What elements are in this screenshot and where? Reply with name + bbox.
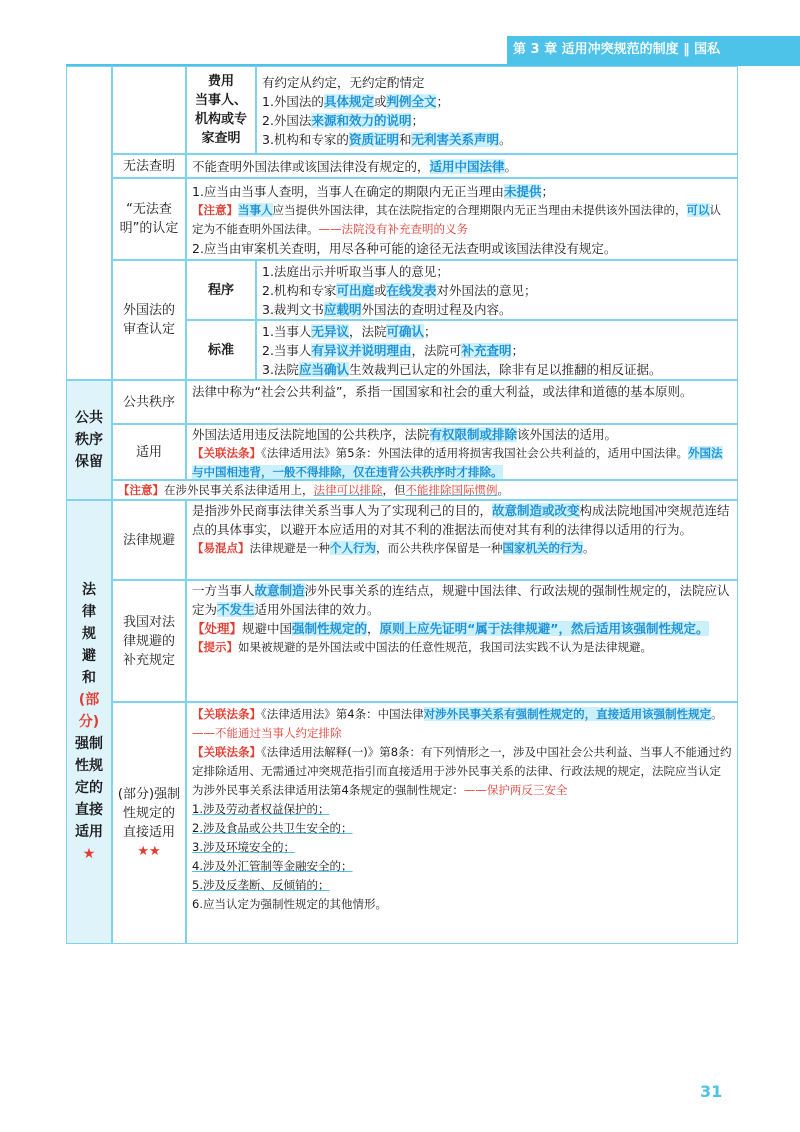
highlight: 个人行为 (330, 541, 376, 555)
note (192, 201, 732, 239)
procedure-content (256, 260, 738, 320)
note-tag: 【关联法条】 (192, 745, 261, 759)
public-order-note (112, 480, 738, 500)
text: 涉外民事关系的连结点，规避中国法律、行政法规的强制性规定的，法院应认定为 (192, 583, 730, 617)
highlight: 可确认 (386, 324, 424, 339)
text: 3.裁判文书 (262, 302, 324, 317)
highlight: 应当确认 (298, 362, 349, 377)
mandatory-label (112, 702, 186, 944)
text: 2.当事人 (262, 343, 312, 358)
highlight: 未提供 (503, 184, 542, 199)
star-icon: ★ (82, 846, 96, 862)
note-tag: 【注意】 (192, 203, 238, 217)
highlight: 原则上应先证明“属于法律规避”，然后适用该强制性规定。 (379, 621, 709, 636)
highlight: 应载明 (323, 302, 362, 317)
highlight: 具体规定 (323, 94, 374, 109)
evasion-content (186, 500, 738, 580)
text: ； (541, 184, 554, 199)
text: ； (411, 113, 424, 128)
list-item: 2.涉及食品或公共卫生安全的； (192, 821, 353, 835)
fee-label-line: 家查明 (201, 131, 241, 146)
text: 在涉外民事关系法律适用上， (164, 483, 314, 497)
line (192, 501, 732, 539)
text: 法律规避是一种 (249, 541, 330, 555)
highlight: 无异议 (311, 324, 349, 339)
label-text: (部分)强制性规定的直接适用 (117, 787, 181, 840)
text: 。 (498, 132, 512, 147)
section-evasion (66, 500, 112, 944)
line (192, 743, 732, 800)
unable-label: 无法查明 (112, 154, 186, 178)
text: 1.当事人 (262, 324, 312, 339)
cannot-find-label: “无法查明”的认定 (112, 178, 186, 260)
text: 1.外国法的 (262, 94, 324, 109)
line (262, 360, 732, 379)
public-order-label: 公共秩序 (112, 380, 186, 424)
red-underline: 不能排除国际惯例 (405, 483, 498, 497)
text: 。 (711, 707, 723, 721)
page-number: 31 (700, 1082, 723, 1101)
highlight: 来源和效力的说明 (311, 113, 412, 128)
text: 认定为不能查明外国法律。 (192, 203, 721, 236)
note-tag: 【易混点】 (192, 541, 250, 555)
text: 外国法的查明过程及内容。 (361, 302, 512, 317)
line (262, 341, 732, 360)
note-tag: 【关联法条】 (192, 446, 261, 460)
highlight: 故意制造或改变 (492, 503, 580, 518)
highlight: 有异议并说明理由 (311, 343, 412, 358)
text: 《法律适用法》第4条：中国法律 (261, 707, 424, 721)
highlight: 故意制造 (254, 583, 305, 598)
note-tag: 【处理】 (192, 621, 243, 636)
text: 2.机构和专家 (262, 283, 337, 298)
text: ； (511, 343, 524, 358)
text: 1.应当由当事人查明，当事人在确定的期限内无正当理由 (192, 184, 504, 199)
text: 或 (373, 94, 387, 109)
fee-label-line: 机构或专 (194, 112, 247, 127)
note-tag: 【提示】 (192, 640, 238, 654)
text: 。 (583, 541, 595, 555)
text: 规避中国 (242, 621, 293, 636)
highlight: 有权限制或排除 (429, 427, 518, 442)
red-note: ——法院没有补充查明的义务 (318, 222, 468, 236)
mandatory-content (186, 702, 738, 944)
section-text: 强制性规定的直接适用 (75, 736, 103, 840)
section-text-red: (部分) (78, 692, 100, 730)
text: ， (367, 621, 380, 636)
line: 1.法庭出示并听取当事人的意见； (262, 264, 449, 279)
fee-label (186, 66, 256, 154)
highlight: 补充查明 (461, 343, 512, 358)
standard-content (256, 320, 738, 380)
highlight: 对涉外民事关系有强制性规定的，直接适用该强制性规定 (423, 707, 712, 721)
text: 3.法院 (262, 362, 299, 377)
highlight: 不发生 (217, 602, 255, 617)
fee-spacer (112, 66, 186, 154)
apply-content (186, 424, 738, 480)
text: 2.外国法 (262, 113, 312, 128)
note (192, 539, 732, 558)
note (192, 638, 732, 657)
star-icon: ★★ (137, 844, 161, 859)
procedure-label: 程序 (186, 260, 256, 320)
review-label: 外国法的审查认定 (112, 260, 186, 380)
text: 该外国法的适用。 (517, 427, 618, 442)
line (192, 182, 732, 201)
chapter-header: 第 3 章 适用冲突规范的制度 ‖ 国私 (507, 36, 800, 64)
highlight: 强制性规定的 (292, 621, 368, 636)
line (262, 322, 732, 341)
list-item: 3.涉及环境安全的； (192, 840, 295, 854)
evasion-label: 法律规避 (112, 500, 186, 580)
apply-label: 适用 (112, 424, 186, 480)
highlight: 判例全文 (386, 94, 437, 109)
text: 3.机构和专家的 (262, 132, 349, 147)
text: ，法院 (348, 324, 387, 339)
fee-content (256, 66, 738, 154)
text: 生效裁判已认定的外国法，除非有足以推翻的相反证据。 (348, 362, 662, 377)
highlight: 在线发表 (386, 283, 437, 298)
text: ，但 (382, 483, 406, 497)
highlight: 适用中国法律 (429, 159, 505, 174)
fee-line (262, 130, 732, 149)
text: 或 (373, 283, 387, 298)
list-item: 5.涉及反垄断、反倾销的； (192, 878, 330, 892)
text: 《法律适用法》第5条：外国法律的适用将损害我国社会公共利益的，适用中国法律。 (261, 446, 689, 460)
fee-line: 有约定从约定，无约定酌情定 (262, 75, 425, 90)
text: 是指涉外民商事法律关系当事人为了实现利己的目的， (192, 503, 493, 518)
fee-label-line: 当事人、 (194, 93, 247, 108)
public-order-def: 法律中称为“社会公共利益”，系指一国国家和社会的重大利益，或法律和道德的基本原则。 (186, 380, 738, 424)
text: 对外国法的意见； (436, 283, 537, 298)
text: 一方当事人 (192, 583, 255, 598)
text: 《法律适用法解释(一)》第8条：有下列情形之一，涉及中国社会公共利益、当事人不能通过约定排除适用、无需通过冲突规范指引而直接适用于涉外民事关系的法律、行政法规的规定，法院应当认定为涉外民事关系法律适用法第4条规定的强制性规定： (192, 745, 732, 797)
red-note: ——不能通过当事人约定排除 (192, 726, 342, 740)
section-text: 法律规避和 (82, 582, 96, 686)
note (192, 444, 732, 482)
text: 。 (497, 483, 509, 497)
red-underline: 法律可以排除 (313, 483, 383, 497)
line (192, 619, 732, 638)
text: 和 (398, 132, 412, 147)
line (192, 581, 732, 619)
cannot-find-content (186, 178, 738, 260)
fee-label-line: 费用 (207, 74, 234, 89)
section-public-order: 公共秩序保留 (66, 380, 112, 500)
unable-content (186, 154, 738, 178)
text: ； (423, 324, 437, 339)
highlight: 可出庭 (336, 283, 374, 298)
highlight: 资质证明 (348, 132, 399, 147)
text: ，而公共秩序保留是一种 (376, 541, 503, 555)
line (192, 425, 732, 444)
note-tag: 【关联法条】 (192, 707, 261, 721)
section-cell-ascertain (66, 66, 112, 380)
line (192, 705, 732, 743)
fee-line (262, 111, 732, 130)
list-item: 6.应当认定为强制性规定的其他情形。 (192, 897, 387, 911)
red-note: ——保护两反三安全 (463, 783, 568, 797)
list-item: 4.涉及外汇管制等金融安全的； (192, 859, 353, 873)
highlight: 当事人 (238, 203, 273, 217)
highlight: 可以 (686, 203, 710, 217)
line (262, 300, 732, 319)
text: 不能查明外国法律或该国法律没有规定的， (192, 159, 430, 174)
text: 构成法院地国冲突规范连结点的具体事实，以避开本应适用的对其不利的准据法而使对其有利的法律得以适用的行为。 (192, 503, 730, 537)
supplement-label: 我国对法律规避的补充规定 (112, 580, 186, 702)
text: 如果被规避的是外国法或中国法的任意性规范，我国司法实践不认为是法律规避。 (238, 640, 652, 654)
line (262, 281, 732, 300)
highlight: 国家机关的行为 (502, 541, 583, 555)
note-tag: 【注意】 (118, 483, 164, 497)
text: ，法院可 (411, 343, 462, 358)
highlight: 外国法与中国相违背，一般不得排除，仅在违背公共秩序时才排除。 (192, 446, 723, 479)
list-item: 1.涉及劳动者权益保护的； (192, 802, 330, 816)
text: 外国法适用违反法院地国的公共秩序，法院 (192, 427, 430, 442)
line: 2.应当由审案机关查明，用尽各种可能的途径无法查明或该国法律没有规定。 (192, 241, 617, 256)
supplement-content (186, 580, 738, 702)
text: ； (436, 94, 449, 109)
text: 应当提供外国法律，其在法院指定的合理期限内无正当理由未提供该外国法律的， (272, 203, 687, 217)
text: 适用外国法律的效力。 (254, 602, 380, 617)
text: 。 (504, 159, 518, 174)
highlight: 无利害关系声明 (411, 132, 499, 147)
fee-line (262, 92, 732, 111)
standard-label: 标准 (186, 320, 256, 380)
